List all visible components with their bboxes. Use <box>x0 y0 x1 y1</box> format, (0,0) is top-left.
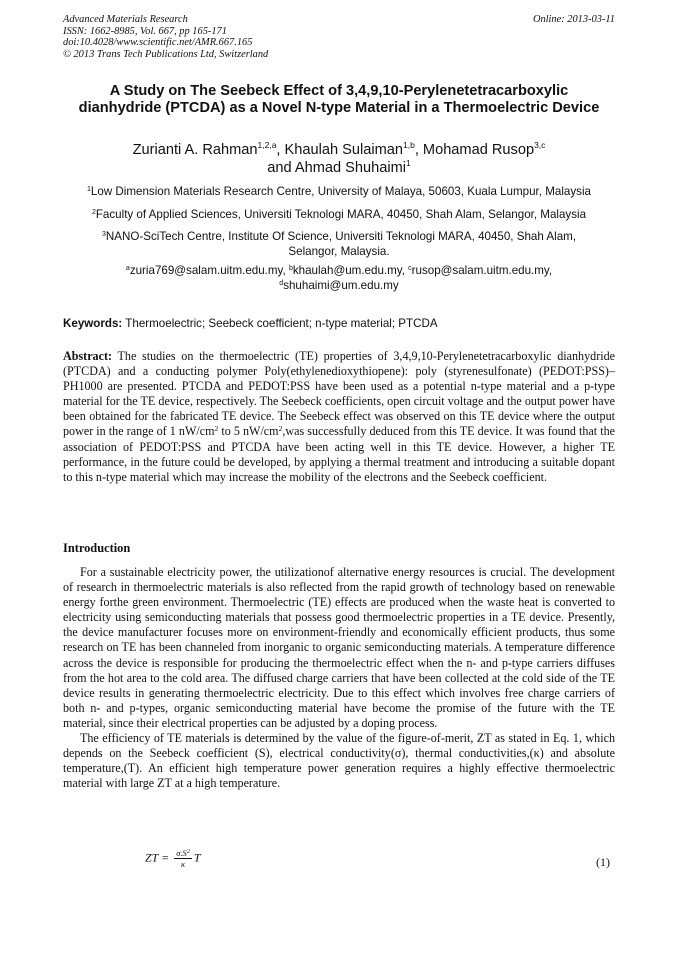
email-address[interactable]: rusop@salam.uitm.edu.my, <box>411 264 553 277</box>
numerator-text: σ.S <box>176 848 187 858</box>
email-mark: a <box>125 265 130 272</box>
issn-line: ISSN: 1662-8985, Vol. 667, pp 165-171 <box>63 25 227 37</box>
email-mark: d <box>279 280 284 287</box>
author-name: Ahmad Shuhaimi <box>294 159 406 176</box>
copyright-line: © 2013 Trans Tech Publications Ltd, Switzerland <box>63 48 269 60</box>
equation <box>145 848 201 869</box>
author-separator: , <box>414 142 423 158</box>
equation-fraction <box>174 848 192 869</box>
affiliation-mark: 1 <box>87 186 91 193</box>
abstract-label: Abstract: <box>63 349 113 363</box>
email-address[interactable]: khaulah@um.edu.my, <box>292 264 409 277</box>
keywords <box>63 317 615 331</box>
numerator-exponent: 2 <box>186 849 190 855</box>
equation-rhs: T <box>193 850 201 865</box>
affiliation <box>90 229 588 259</box>
fraction-numerator <box>174 848 192 859</box>
abstract <box>63 349 615 485</box>
keywords-label: Keywords: <box>63 317 123 330</box>
email-mark: b <box>288 265 293 272</box>
author-name: Mohamad Rusop <box>422 142 535 158</box>
author-affil-mark: 1,b <box>402 140 415 150</box>
unit-exponent: 2 <box>214 424 219 434</box>
email-list <box>60 263 618 293</box>
running-header <box>63 14 615 60</box>
introduction-body <box>63 565 615 791</box>
paragraph: The efficiency of TE materials is determined by the value of the figure-of-merit, ZT as stated in Eq. 1, which depends on the Seebeck coefficient (S), electrical conductivity(σ), thermal conductivities,(κ) and absolute temperature,(T). An efficient high temperature power generation requires a highly effective thermoelectric material with large ZT at a high temperature. <box>63 731 615 791</box>
affiliation-mark: 3 <box>101 231 106 238</box>
section-heading: Introduction <box>63 541 131 555</box>
email-address[interactable]: zuria769@salam.uitm.edu.my, <box>129 264 289 277</box>
abstract-text: ,was successfully deduced from this TE device. It was found that the association of PEDOT:PSS and PTCDA have been acting well in this TE device. However, a higher TE performance, in the future could be developed, by applying a thermal treatment and introducing a suitable dopant to this n-type material which may increase the mobility of the electrons and the Seebeck coefficient. <box>63 424 615 484</box>
keywords-text: Thermoelectric; Seebeck coefficient; n-type material; PTCDA <box>125 317 438 330</box>
email-mark: c <box>408 265 412 272</box>
affiliation-mark: 2 <box>91 209 96 216</box>
author-affil-mark: 1,2,a <box>257 140 277 150</box>
abstract-text: The studies on the thermoelectric (TE) properties of 3,4,9,10-Perylenetetracarboxylic dianhydride (PTCDA) and a conducting polymer Poly(ethylenedioxythiopene): poly (styrenesulfonate) (PEDOT:PSS)–PH1000 are presented. PTCDA and PEDOT:PSS have been used as a potential n-type material and a p-type material for the TE device, respectively. The Seebeck coefficients, open circuit voltage and the output power have been obtained for the fabricated TE device. The Seebeck effect was observed on this TE device where the output power in the range of 1 nW/cm <box>63 349 616 439</box>
paper-title: A Study on The Seebeck Effect of 3,4,9,10-Perylenetetracarboxylic dianhydride (PTCDA) as a Novel N-type Material in a Thermoelectric Device <box>78 83 600 117</box>
fraction-denominator: κ <box>180 859 186 869</box>
author-name: Zurianti A. Rahman <box>132 142 258 158</box>
author-affil-mark: 1 <box>406 157 411 168</box>
affiliation-text: NANO-SciTech Centre, Institute Of Science, Universiti Teknologi MARA, 40450, Shah Alam, Selangor, Malaysia. <box>105 230 577 258</box>
online-date: Online: 2013-03-11 <box>532 14 615 25</box>
doi-line[interactable]: doi:10.4028/www.scientific.net/AMR.667.165 <box>63 37 253 49</box>
author-list <box>60 142 618 177</box>
author-separator: , <box>276 142 285 158</box>
equation-lhs: ZT = <box>145 850 173 865</box>
affiliation-text: Faculty of Applied Sciences, Universiti Teknologi MARA, 40450, Shah Alam, Selangor, Malaysia <box>95 208 587 221</box>
journal-name: Advanced Materials Research <box>63 14 188 25</box>
email-address[interactable]: shuhaimi@um.edu.my <box>283 279 399 292</box>
paragraph: For a sustainable electricity power, the utilizationof alternative energy resources is crucial. The development of research in thermoelectric materials is also reflected from the rapid growth of technology based on renewable energy forthe green environment. Thermoelectric (TE) effects are produced when the waste heat is converted to electricity using semiconducting materials that possess good thermoelectric properties in a TE device. Presently, the device manufacturer focuses more on environment-friendly and economically efficient products, thus some research on TE has been channeled from inorganic to organic semiconducting materials. A temperature difference across the device is responsible for producing the thermoelectric effect when the n- and p-type carriers diffuses from the hot area to the cold area. The diffused charge carriers that have been collected at the cold side of the TE device results in generating thermoelectric electricity. Due to this effect which involves free charge carriers of both n- and p-types, organic semiconducting material have become the promise of the future with the TE material, since their electrical properties can be adjusted by a doping process. <box>63 565 615 730</box>
author-name: Khaulah Sulaiman <box>284 142 403 158</box>
unit-exponent: 2 <box>278 424 283 434</box>
affiliation <box>60 184 618 199</box>
equation-number: (1) <box>596 855 610 869</box>
author-affil-mark: 3,c <box>534 140 546 150</box>
author-separator: and <box>267 159 295 176</box>
affiliation-text: Low Dimension Materials Research Centre, University of Malaya, 50603, Kuala Lumpur, Malaysia <box>90 185 591 198</box>
affiliation <box>60 207 618 222</box>
abstract-text: to 5 nW/cm <box>218 424 279 439</box>
